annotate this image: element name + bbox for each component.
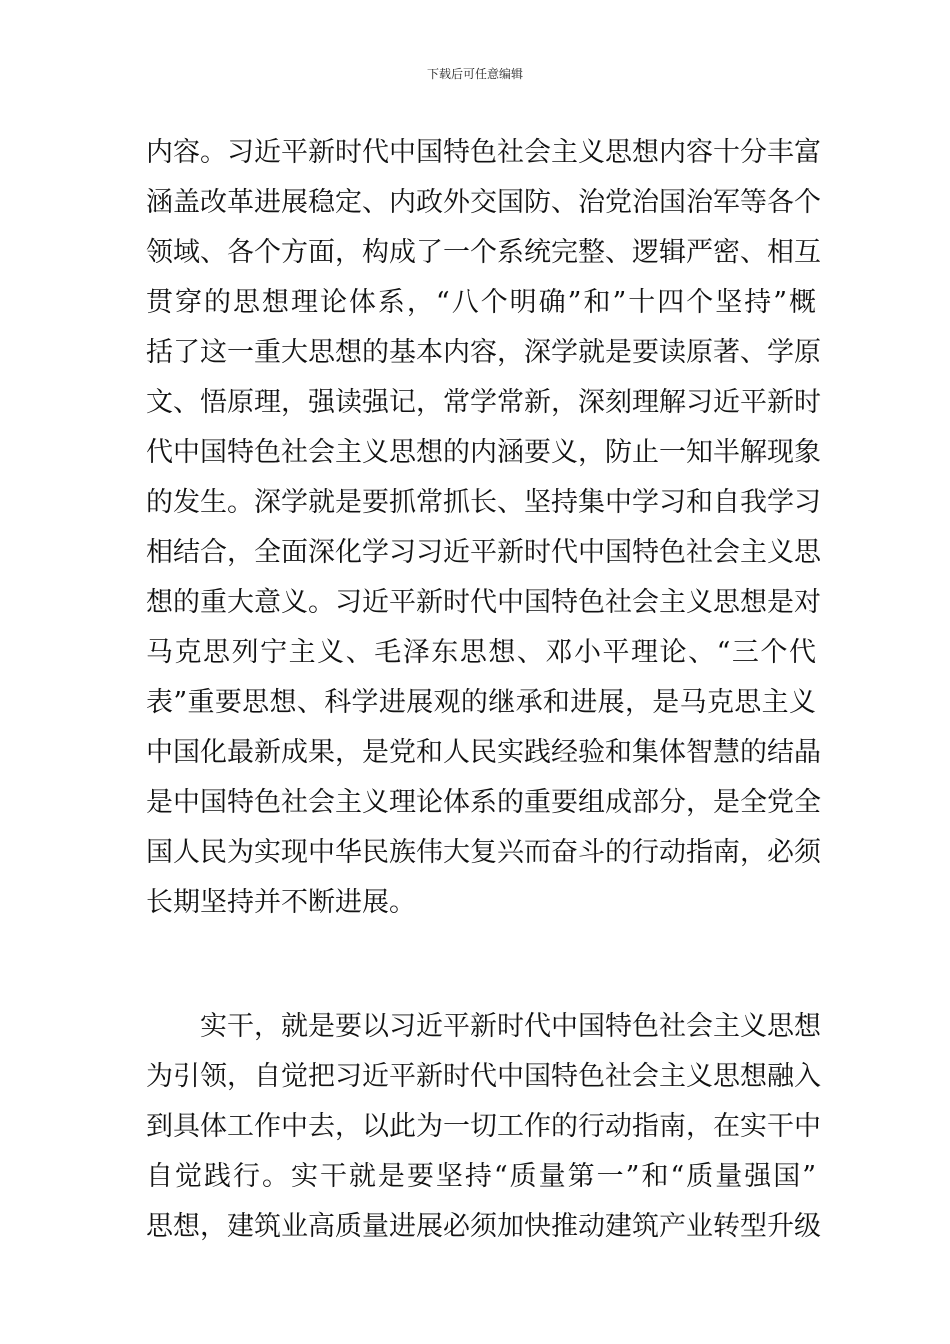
text-line: 相结合，全面深化学习习近平新时代中国特色社会主义思 (146, 537, 821, 568)
text-line: 长期坚持并不断进展。 (146, 887, 416, 918)
text-line: 为引领，自觉把习近平新时代中国特色社会主义思想融入 (146, 1061, 821, 1092)
header-text: 下载后可任意编辑 (426, 67, 523, 81)
text-line: 思想，建筑业高质量进展必须加快推动建筑产业转型升级 (146, 1211, 821, 1242)
text-line: 马克思列宁主义、毛泽东思想、邓小平理论、“三个代 (146, 637, 816, 668)
text-line: 领域、各个方面，构成了一个系统完整、逻辑严密、相互 (146, 237, 821, 268)
paragraph-gap (146, 928, 816, 1002)
page-header (0, 66, 950, 82)
text-line: 是中国特色社会主义理论体系的重要组成部分，是全党全 (146, 787, 821, 818)
text-line: 实干，就是要以习近平新时代中国特色社会主义思想 (200, 1011, 821, 1042)
text-line: 内容。习近平新时代中国特色社会主义思想内容十分丰富 (146, 137, 821, 168)
text-line: 的发生。深学就是要抓常抓长、坚持集中学习和自我学习 (146, 487, 821, 518)
text-line: 贯穿的思想理论体系，“八个明确”和”十四个坚持”概 (146, 287, 816, 318)
text-line: 文、悟原理，强读强记，常学常新，深刻理解习近平新时 (146, 387, 821, 418)
document-body (146, 128, 821, 1252)
text-line: 中国化最新成果，是党和人民实践经验和集体智慧的结晶 (146, 737, 821, 768)
text-line: 表”重要思想、科学进展观的继承和进展，是马克思主义 (146, 687, 816, 718)
paragraph-1 (146, 128, 821, 928)
text-line: 括了这一重大思想的基本内容，深学就是要读原著、学原 (146, 337, 821, 368)
paragraph-2 (146, 1002, 821, 1252)
text-line: 国人民为实现中华民族伟大复兴而奋斗的行动指南，必须 (146, 837, 821, 868)
text-line: 到具体工作中去，以此为一切工作的行动指南，在实干中 (146, 1111, 821, 1142)
text-line: 涵盖改革进展稳定、内政外交国防、治党治国治军等各个 (146, 187, 821, 218)
text-line: 自觉践行。实干就是要坚持“质量第一”和“质量强国” (146, 1161, 816, 1192)
text-line: 代中国特色社会主义思想的内涵要义，防止一知半解现象 (146, 437, 821, 468)
text-line: 想的重大意义。习近平新时代中国特色社会主义思想是对 (146, 587, 821, 618)
